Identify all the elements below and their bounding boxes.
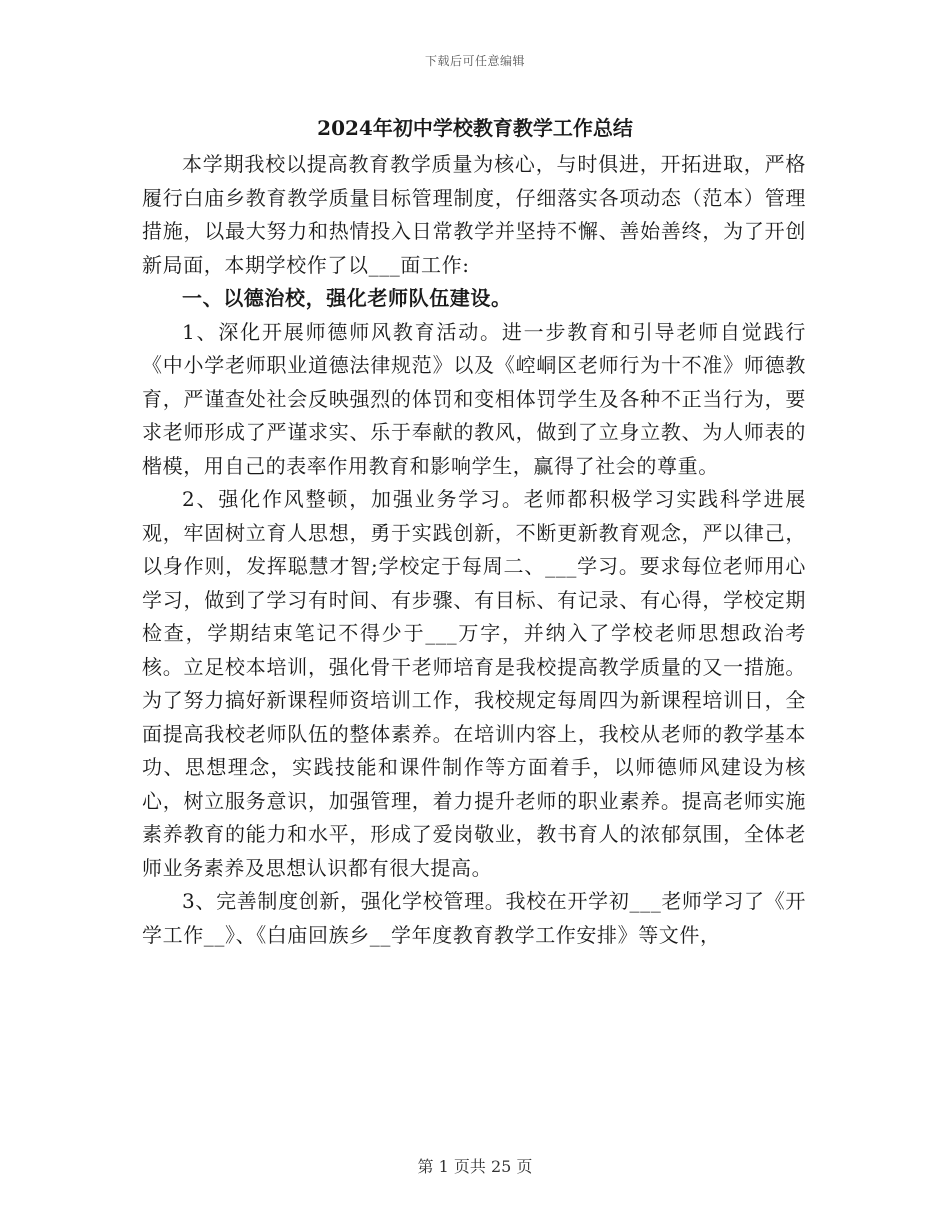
intro-paragraph: 本学期我校以提高教育教学质量为核心，与时俱进，开拓进取，严格履行白庙乡教育教学质量目标管理制度，仔细落实各项动态（范本）管理措施，以最大努力和热情投入日常教学并坚持不懈、善始善终，为了开创新局面，本期学校作了以___面工作: (142, 152, 806, 277)
section-heading-1: 一、以德治校，强化老师队伍建设。 (182, 286, 512, 310)
document-title: 2024年初中学校教育教学工作总结 (317, 116, 633, 140)
paragraph-item-3: 3、完善制度创新，强化学校管理。我校在开学初___老师学习了《开学工作__》、《白庙回族乡__学年度教育教学工作安排》等文件， (142, 889, 806, 947)
page-footer: 第 1 页共 25 页 (417, 1157, 533, 1176)
header-note: 下载后可任意编辑 (424, 54, 525, 68)
paragraph-item-2: 2、强化作风整顿，加强业务学习。老师都积极学习实践科学进展观，牢固树立育人思想，勇于实践创新，不断更新教育观念，严以律己，以身作则，发挥聪慧才智;学校定于每周二、___学习。要求每位老师用心学习，做到了学习有时间、有步骤、有目标、有记录、有心得，学校定期检查，学期结束笔记不得少于___万字，并纳入了学校老师思想政治考核。立足校本培训，强化骨干老师培育是我校提高教学质量的又一措施。为了努力搞好新课程师资培训工作，我校规定每周四为新课程培训日，全面提高我校老师队伍的整体素养。在培训内容上，我校从老师的教学基本功、思想理念，实践技能和课件制作等方面着手，以师德师风建设为核心，树立服务意识，加强管理，着力提升老师的职业素养。提高老师实施素养教育的能力和水平，形成了爱岗敬业，教书育人的浓郁氛围，全体老师业务素养及思想认识都有很大提高。 (142, 487, 806, 880)
document-body (142, 148, 806, 952)
paragraph-item-1: 1、深化开展师德师风教育活动。进一步教育和引导老师自觉践行《中小学老师职业道德法律规范》以及《崆峒区老师行为十不准》师德教育，严谨查处社会反映强烈的体罚和变相体罚学生及各种不正当行为，要求老师形成了严谨求实、乐于奉献的教风，做到了立身立教、为人师表的楷模，用自己的表率作用教育和影响学生，赢得了社会的尊重。 (142, 319, 806, 478)
